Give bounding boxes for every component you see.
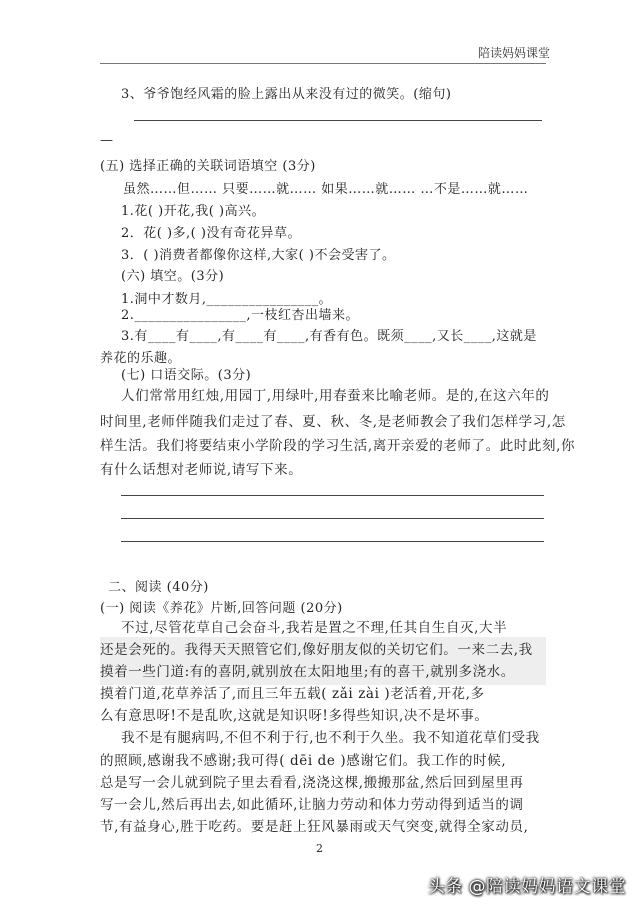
section-6-item: 3.有____有____,有____有____,有香有色。既须____,又长____,这就是 — [121, 329, 537, 344]
header-divider — [100, 63, 546, 64]
reading-1-title: (一) 阅读《养花》片断,回答问题 (20分) — [100, 601, 343, 616]
passage-line: 摸着门道,花草养活了,而且三年五载( zǎi zài )老活着,开花,多 — [100, 686, 485, 702]
passage-line: 么有意思呀!不是乱吹,这就是知识呀!多得些知识,决不是坏事。 — [100, 708, 489, 724]
section-7-line: 有什么话想对老师说,请写下来。 — [100, 462, 303, 478]
passage-line: 节,有益身心,胜于吃药。要是赶上狂风暴雨或天气突变,就得全家动员, — [100, 819, 529, 835]
section-5-options: 虽然……但…… 只要……就…… 如果……就…… …不是……就…… — [123, 182, 529, 197]
answer-line — [121, 518, 544, 519]
answer-line — [121, 541, 544, 542]
section-5-title: (五) 选择正确的关联词语填空 (3分) — [100, 159, 316, 174]
section-7-line: 人们常常用红烛,用园丁,用绿叶,用春蚕来比喻老师。是的,在这六年的 — [121, 388, 550, 404]
section-5-item: 1.花( )开花,我( )高兴。 — [121, 204, 266, 219]
section-6-item: 2.________________,一枝红杏出墙来。 — [121, 308, 360, 323]
passage-line: 总是写一会儿就到院子里去看看,浇浇这棵,搬搬那盆,然后回到屋里再 — [100, 775, 524, 791]
section-5-item: 2．花( )多,( )没有奇花异草。 — [121, 226, 301, 241]
section-6-item: 1.洞中才数月,________________。 — [121, 292, 333, 307]
passage-line: 写一会儿,然后再出去,如此循环,让脑力劳动和体力劳动得到适当的调 — [100, 797, 524, 813]
section-7-line: 样生活。我们将要结束小学阶段的学习生活,离开亲爱的老师了。此时此刻,你 — [100, 438, 576, 454]
passage-line: 不过,尽管花草自己会奋斗,我若是置之不理,任其自生自灭,大半 — [121, 620, 508, 636]
passage-line: 还是会死的。我得天天照管它们,像好朋友似的关切它们。一来二去,我 — [100, 642, 533, 658]
section-6-continuation: 养花的乐趣。 — [100, 351, 182, 366]
page-number: 2 — [316, 842, 323, 855]
passage-line: 的照顾,感谢我不感谢;我可得( dēi de )感谢它们。我工作的时候, — [100, 753, 507, 769]
watermark: 头条 @陪读妈妈语文课堂 — [427, 877, 626, 897]
question-3: 3、爷爷饱经风霜的脸上露出从来没有过的微笑。(缩句) — [121, 87, 452, 102]
section-7-title: (七) 口语交际。(3分) — [121, 368, 252, 383]
answer-line — [121, 495, 544, 496]
dash-mark: — — [100, 133, 114, 148]
section-6-title: (六) 填空。(3分) — [121, 269, 225, 284]
header-brand: 陪读妈妈课堂 — [478, 46, 551, 60]
passage-line: 我不是有腿病吗,不但不利于行,也不利于久坐。我不知道花草们受我 — [121, 730, 540, 746]
passage-line: 摸着一些门道:有的喜阴,就别放在太阳地里;有的喜干,就别多浇水。 — [100, 664, 515, 680]
section-7-line: 时间里,老师伴随我们走过了春、夏、秋、冬,是老师教会了我们怎样学习,怎 — [100, 414, 566, 430]
part-2-title: 二、阅读 (40分) — [108, 580, 209, 595]
answer-line — [134, 120, 542, 121]
section-5-item: 3．( )消费者都像你这样,大家( )不会受害了。 — [121, 248, 396, 263]
